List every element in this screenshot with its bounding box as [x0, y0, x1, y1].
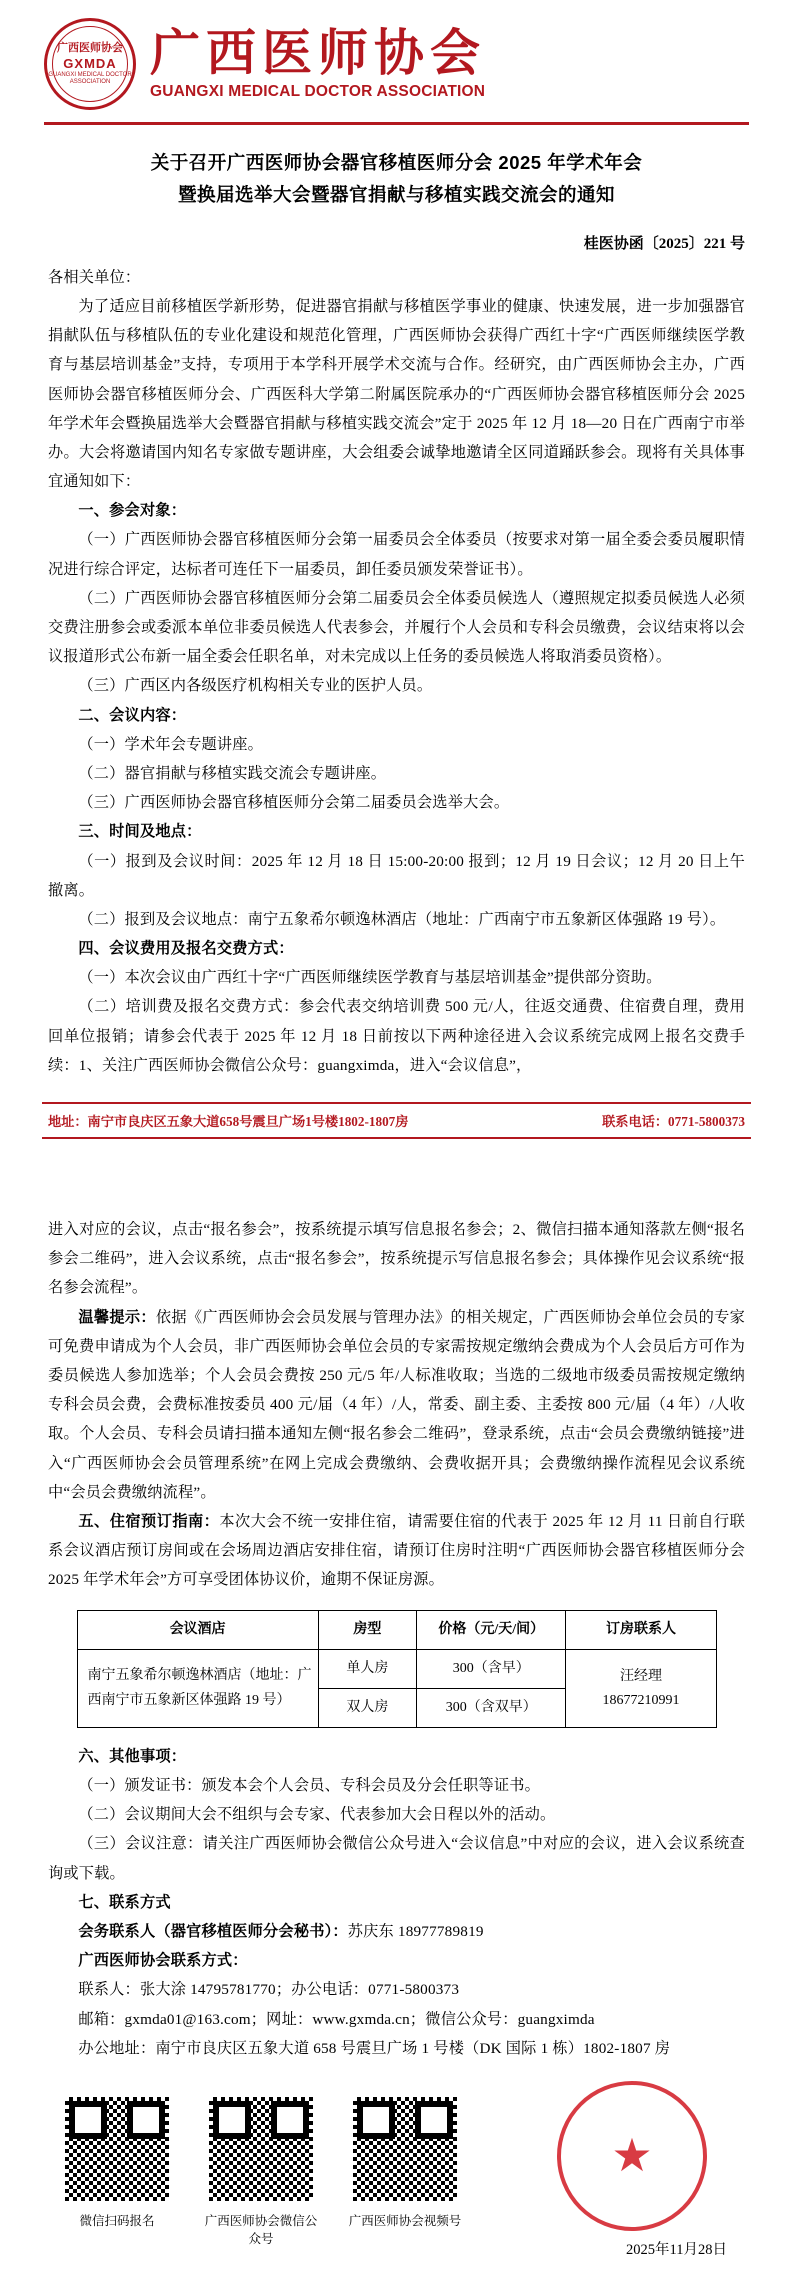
paragraph-fee-continued: 进入对应的会议，点击“报名参会”，按系统提示填写信息报名参会；2、微信扫描本通知落款左侧“报名参会二维码”，进入会议系统，点击“报名参会”，按系统提示写信息报名参会；具体操作见会议系统“报名参会流程”。 [48, 1221, 745, 1297]
org-name-en: GUANGXI MEDICAL DOCTOR ASSOCIATION [150, 83, 486, 101]
paragraph-content-2: （二）器官捐献与移植实践交流会专题讲座。 [78, 764, 387, 782]
paragraph-contact-person: 联系人：张大涂 14795781770；办公电话：0771-5800373 [78, 1981, 460, 1999]
cell-hotel-name: 南宁五象希尔顿逸林酒店（地址：广西南宁市五象新区体强路 19 号） [77, 1650, 318, 1728]
cell-room-type-double: 双人房 [318, 1689, 417, 1728]
page-title-line2: 暨换届选举大会暨器官捐献与移植实践交流会的通知 [177, 184, 615, 206]
table-row [77, 1650, 716, 1689]
heading-association-contact: 广西医师协会联系方式： [78, 1952, 248, 1970]
document-body-part3 [0, 1742, 793, 2063]
qr-caption-register: 微信扫码报名 [79, 2213, 155, 2228]
document-footer [0, 2063, 793, 2273]
page-break-gap [0, 1139, 793, 1205]
qr-item-register[interactable] [58, 2093, 176, 2229]
footer-contact-band [42, 1102, 751, 1139]
footer-phone: 联系电话：0771-5800373 [602, 1114, 745, 1129]
qr-caption-official-account: 广西医师协会微信公众号 [204, 2213, 318, 2246]
paragraph-intro: 为了适应目前移植医学新形势，促进器官捐献与移植医学事业的健康、快速发展，进一步加强器官捐献队伍与移植队伍的专业化建设和规范化管理，广西医师协会获得广西红十字“广西医师继续医学教育与基层培训基金”支持，专项用于本学科开展学术交流与合作。经研究，由广西医师协会主办，广西医师协会器官移植医师分会、广西医科大学第二附属医院承办的“广西医师协会器官移植医师分会 2025 年学术年会暨换届选举大会暨器官捐献与移植实践交流会”定于 2025 年 12 月 18—20 日在广西南宁市举办。大会将邀请国内知名专家做专题讲座，大会组委会诚挚地邀请全区同道踊跃参会。现将有关具体事宜通知如下： [48, 297, 745, 491]
logo-sub-text: GUANGXI MEDICAL DOCTOR ASSOCIATION [48, 72, 132, 85]
cell-price-double: 300（含双早） [417, 1689, 566, 1728]
col-hotel: 会议酒店 [77, 1611, 318, 1650]
footer-address: 地址：南宁市良庆区五象大道658号震旦广场1号楼1802-1807房 [48, 1114, 409, 1129]
qr-code-row [0, 2063, 793, 2247]
tips-label: 温馨提示： [78, 1308, 156, 1326]
cell-contact [566, 1650, 716, 1728]
tips-text: 依据《广西医师协会会员发展与管理办法》的相关规定，广西医师协会单位会员的专家可免费申请成为个人会员，非广西医师协会单位会员的专家需按规定缴纳会费成为个人会员后方可作为委员候选人参加选举；个人会员会费按 250 元/5 年/人标准收取；当选的二级地市级委员需按规定缴纳专科会员会费，会费标准按委员 400 元/届（4 年）/人，常委、副主委、主委按 800 元/届（4 年）/人收取。个人会员、专科会员请扫描本通知左侧“报名参会二维码”，登录系统，点击“会员会费缴纳链接”进入“广西医师协会会员管理系统”在网上完成会费缴纳、会费收据开具；会费缴纳操作流程见会议系统中“会员会费缴纳流程”。 [48, 1308, 745, 1501]
heading-contact: 七、联系方式 [78, 1893, 171, 1911]
cell-room-type-single: 单人房 [318, 1650, 417, 1689]
seal-star-icon: ★ [611, 2129, 653, 2181]
paragraph-email-web: 邮箱：gxmda01@163.com；网址：www.gxmda.cn；微信公众号：guangximda [78, 2010, 595, 2028]
qr-item-official-account[interactable] [202, 2093, 320, 2247]
paragraph-fee-2: （二）培训费及报名交费方式：参会代表交纳培训费 500 元/人，往返交通费、住宿费自理，费用回单位报销；请参会代表于 2025 年 12 月 18 日前按以下两种途径进入会议系统完成网上报名交费手续：1、关注广西医师协会微信公众号：guangximda，进入“会议信息”， [48, 998, 745, 1074]
heading-attendees: 一、参会对象： [78, 502, 187, 520]
qr-code-icon[interactable] [349, 2093, 461, 2205]
page-title-line1: 关于召开广西医师协会器官移植医师分会 2025 年学术年会 [150, 152, 643, 173]
heading-content: 二、会议内容： [78, 706, 187, 724]
qr-code-icon[interactable] [61, 2093, 173, 2205]
heading-other: 六、其他事项： [78, 1747, 187, 1765]
salutation: 各相关单位： [48, 268, 141, 286]
header-divider [44, 122, 749, 125]
logo-en-text: GXMDA [63, 55, 117, 71]
secretary-value: 苏庆东 18977789819 [347, 1922, 484, 1940]
logo-cn-text: 广西医师协会 [57, 42, 123, 55]
paragraph-office-address: 办公地址：南宁市良庆区五象大道 658 号震旦广场 1 号楼（DK 国际 1 栋）1802-1807 房 [78, 2039, 671, 2057]
col-room-type: 房型 [318, 1611, 417, 1650]
paragraph-content-3: （三）广西医师协会器官移植医师分会第二届委员会选举大会。 [78, 794, 510, 812]
hotel-table [77, 1610, 717, 1727]
document-body-part1 [0, 263, 793, 1080]
paragraph-time: （一）报到及会议时间：2025 年 12 月 18 日 15:00-20:00 报到；12 月 19 日会议；12 月 20 日上午撤离。 [48, 852, 745, 899]
heading-time-place: 三、时间及地点： [78, 823, 202, 841]
paragraph-other-1: （一）颁发证书：颁发本会个人会员、专科会员及分会任职等证书。 [78, 1777, 541, 1795]
col-price: 价格（元/天/间） [417, 1611, 566, 1650]
paragraph-fee-1: （一）本次会议由广西红十字“广西医师继续医学教育与基层培训基金”提供部分资助。 [78, 969, 662, 987]
paragraph-attendee-2: （二）广西医师协会器官移植医师分会第二届委员会全体委员候选人（遵照规定拟委员候选人必须交费注册参会或委派本单位非委员候选人代表参会，并履行个人会员和专科会员缴费，会议结束将以会议报道形式公布新一届全委会任职名单，对未完成以上任务的委员候选人将取消委员资格）。 [48, 589, 745, 666]
org-name-cn: 广西医师协会 [150, 24, 486, 81]
paragraph-content-1: （一）学术年会专题讲座。 [78, 735, 264, 753]
paragraph-attendee-3: （三）广西区内各级医疗机构相关专业的医护人员。 [78, 677, 433, 695]
paragraph-other-2: （二）会议期间大会不组织与会专家、代表参加大会日程以外的活动。 [78, 1806, 556, 1824]
accommodation-text: 本次大会不统一安排住宿，请需要住宿的代表于 2025 年 12 月 11 日前自行联系会议酒店预订房间或在会场周边酒店安排住宿，请预订住房时注明“广西医师协会器官移植医师分会 2025 年学术年会”方可享受团体协议价，逾期不保证房源。 [48, 1512, 745, 1589]
paragraph-place: （二）报到及会议地点：南宁五象希尔顿逸林酒店（地址：广西南宁市五象新区体强路 19 号）。 [78, 910, 726, 928]
document-body-part2 [0, 1215, 793, 1594]
signature-date: 2025年11月28日 [626, 2241, 727, 2258]
document-number: 桂医协函〔2025〕221 号 [583, 235, 745, 252]
table-header-row [77, 1611, 716, 1650]
letterhead [0, 0, 793, 116]
official-seal [557, 2081, 707, 2231]
association-logo-icon [44, 18, 136, 110]
contact-person-phone: 18677210991 [602, 1692, 680, 1708]
heading-accommodation: 五、住宿预订指南： [78, 1512, 220, 1530]
paragraph-secretary [48, 1917, 745, 1946]
secretary-label: 会务联系人（器官移植医师分会秘书）： [78, 1922, 348, 1940]
qr-caption-video-account: 广西医师协会视频号 [348, 2213, 462, 2228]
cell-price-single: 300（含早） [417, 1650, 566, 1689]
page-title [56, 147, 737, 212]
contact-person-name: 汪经理 [619, 1668, 662, 1684]
qr-code-icon[interactable] [205, 2093, 317, 2205]
paragraph-accommodation [48, 1507, 745, 1595]
col-contact: 订房联系人 [566, 1611, 716, 1650]
paragraph-tips [48, 1303, 745, 1507]
paragraph-attendee-1: （一）广西医师协会器官移植医师分会第一届委员会全体委员（按要求对第一届全委会委员履职情况进行综合评定，达标者可连任下一届委员，卸任委员颁发荣誉证书）。 [48, 531, 745, 578]
paragraph-other-3: （三）会议注意：请关注广西医师协会微信公众号进入“会议信息”中对应的会议，进入会议系统查询或下载。 [48, 1835, 745, 1882]
qr-item-video-account[interactable] [346, 2093, 464, 2229]
heading-fees: 四、会议费用及报名交费方式： [78, 940, 294, 958]
